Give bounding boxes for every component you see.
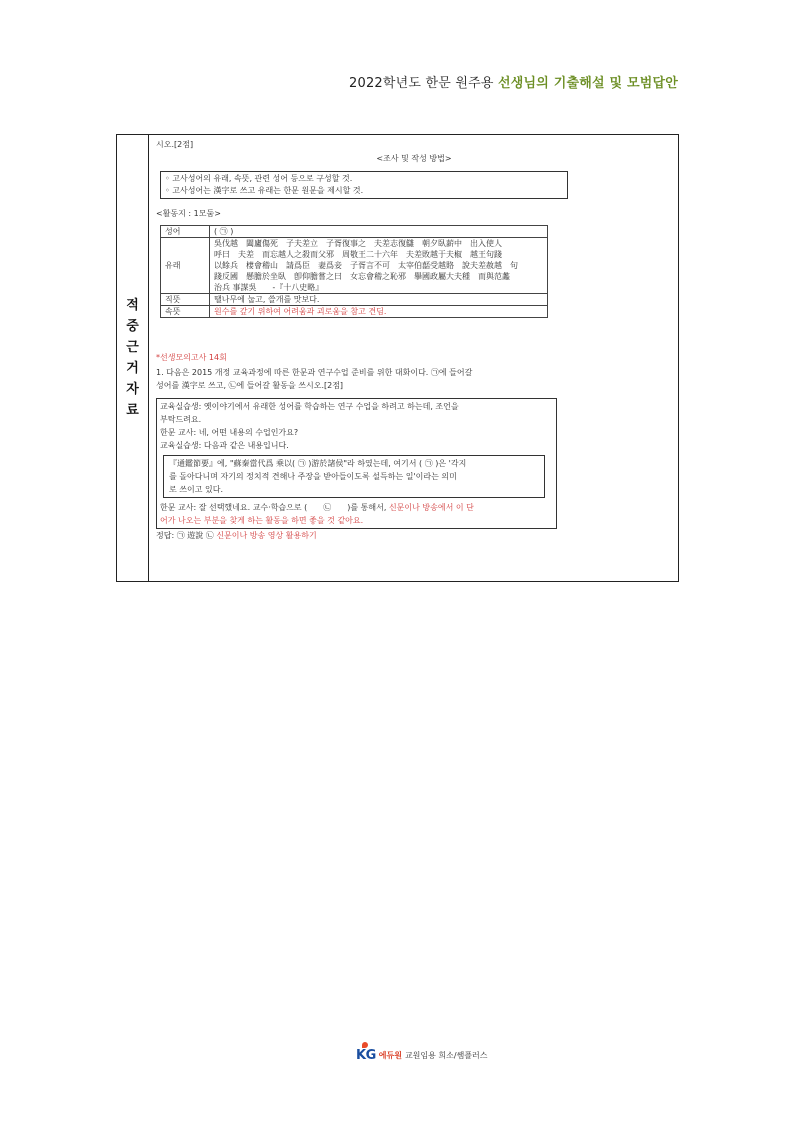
row-value: ( ㉠ ): [210, 226, 548, 238]
footer-logo: [356, 1048, 487, 1063]
origin-line: 踐反國 懸膽於坐臥 卽仰膽嘗之曰 女忘會稽之恥邪 擧國政屬大夫種 而與范蠡: [214, 272, 510, 281]
method-item: ◦ 고사성어의 유래, 속뜻, 관련 성어 등으로 구성할 것.: [165, 174, 353, 183]
header-accent-text: 선생님의 기출해설 및 모범답안: [497, 76, 678, 91]
dialog-line: [160, 501, 553, 514]
dialog-plain-text: 한문 교사: 잘 선택했네요. 교수·학습으로 ( ㉡ )를 통해서,: [160, 503, 389, 512]
question-text: [156, 366, 672, 392]
question-line: 성어를 漢字로 쓰고, ㉡에 들어갈 활동을 쓰시오.[2점]: [156, 381, 344, 390]
method-box: [160, 171, 568, 199]
dialog-line: 교육실습생: 옛이야기에서 유래한 성어를 학습하는 연구 수업을 하려고 하는데, 조언을: [160, 402, 459, 411]
origin-text: [210, 238, 548, 294]
origin-line: 呼曰 夫差 而忘越人之殺而父邪 周敬王二十六年 夫差敗越于夫椒 越王句踐: [214, 250, 502, 259]
activity-label: <활동지 : 1모둠>: [156, 209, 221, 218]
dialog-line: 한문 교사: 네, 어떤 내용의 수업인가요?: [160, 428, 299, 437]
brand-subtitle: 교원임용 희소/쌤플러스: [404, 1051, 488, 1060]
passage-line: 를 돌아다니며 자기의 정치적 견해나 주장을 받아들이도록 설득하는 일'이라는 의미: [169, 472, 457, 481]
document-frame: [116, 134, 679, 582]
section1-intro: 시오.[2점]: [156, 140, 194, 149]
origin-line: 以餘兵 棲會稽山 請爲臣 妻爲妾 子胥言不可 太宰伯嚭受越賂 說夫差赦越 句: [214, 261, 518, 270]
table-row: [161, 226, 548, 238]
side-label-column: [117, 135, 149, 581]
frame-content: [156, 139, 672, 542]
dialog-line: 교육실습생: 다음과 같은 내용입니다.: [160, 441, 289, 450]
dialog-red-text: 신문이나 방송에서 이 단: [388, 503, 474, 512]
question-line: 1. 다음은 2015 개정 교육과정에 따른 한문과 연구수업 준비를 위한 대화이다. ㉠에 들어갈: [156, 368, 473, 377]
row-value: 원수를 갚기 위하여 어려움과 괴로움을 참고 견딤.: [210, 306, 548, 318]
row-label: 직뜻: [161, 294, 210, 306]
brand-name: 에듀원: [378, 1051, 402, 1060]
origin-line: 吳伐越 闔廬傷死 子夫差立 子胥復事之 夫差志復讎 朝夕臥薪中 出入使人: [214, 239, 502, 248]
row-label: 속뜻: [161, 306, 210, 318]
row-label: 성어: [161, 226, 210, 238]
side-label-char: 거: [126, 361, 139, 376]
answer-line: [156, 530, 672, 542]
method-item: ◦ 고사성어는 漢字로 쓰고 유래는 한문 원문을 제시할 것.: [165, 186, 364, 195]
dialog-line: 부탁드려요.: [160, 415, 202, 424]
table-row: [161, 294, 548, 306]
method-title: <조사 및 작성 방법>: [376, 154, 452, 163]
dialog-box: [156, 398, 557, 529]
row-value: 땔나무에 눕고, 쓸개를 맛보다.: [210, 294, 548, 306]
side-label-char: 중: [126, 319, 139, 334]
mock-exam-section: [156, 352, 672, 542]
table-row: [161, 238, 548, 294]
header-plain-text: 2022학년도 한문 원주용: [349, 76, 498, 91]
mock-source: *선생모의고사 14회: [156, 353, 227, 362]
answer-red-text: 신문이나 방송 영상 활용하기: [216, 531, 317, 540]
dialog-line: 어가 나오는 부분을 찾게 하는 활동을 하면 좋을 것 같아요.: [160, 516, 364, 525]
table-row: [161, 306, 548, 318]
origin-line: 治兵 事謀吳 -『十八史略』: [214, 283, 324, 292]
side-label-char: 근: [126, 340, 139, 355]
side-label-char: 료: [126, 403, 139, 418]
passage-line: 로 쓰이고 있다.: [169, 485, 223, 494]
kg-logo-icon: KG: [356, 1048, 376, 1063]
activity-table: [160, 225, 548, 318]
answer-label: 정답: ㉠ 遊說 ㉡: [156, 531, 217, 540]
quoted-passage-box: [163, 455, 545, 498]
page-header: [349, 72, 678, 91]
passage-line: 『通鑑節要』에, "蘇秦當代爲 乘以( ㉠ )游於諸侯"라 하였는데, 여기서 ( ㉠ )은 '각지: [169, 459, 467, 468]
side-label-char: 자: [126, 382, 139, 397]
side-label-char: 적: [126, 298, 139, 313]
row-label: 유래: [161, 238, 210, 294]
